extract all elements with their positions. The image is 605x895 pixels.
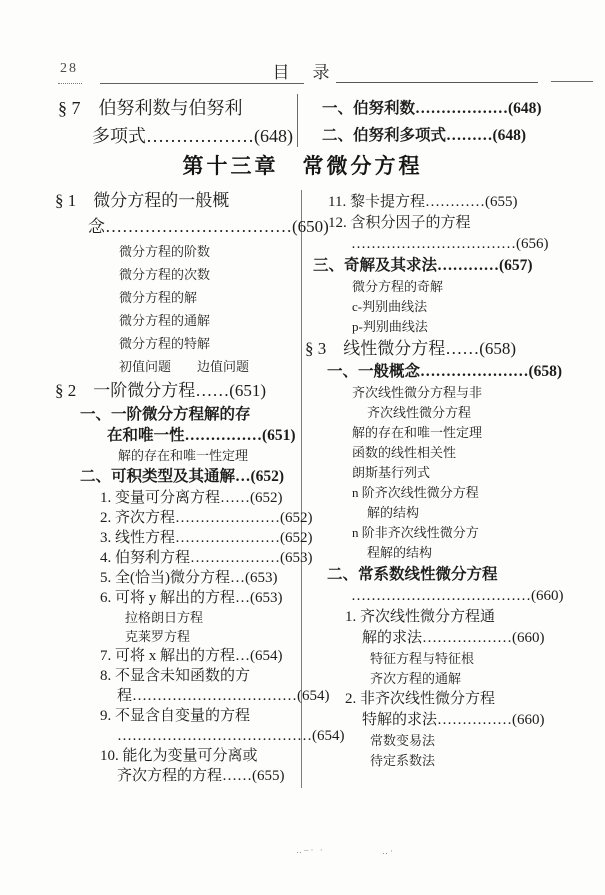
page-number: 28 <box>60 61 78 76</box>
toc-entry: 8. 不显含未知函数的方 <box>100 668 251 684</box>
toc-entry: § 7 伯努利数与伯努利 <box>58 98 243 118</box>
toc-entry: 齐次方程的方程……(655) <box>117 768 285 784</box>
toc-entry: 解的求法………………(660) <box>362 630 545 646</box>
toc-entry: 9. 不显含自变量的方程 <box>100 708 251 724</box>
toc-entry: …………………………………(654) <box>117 728 345 744</box>
toc-entry: n 阶齐次线性微分方程 <box>352 485 479 500</box>
toc-entry: ………………………………(660) <box>351 588 564 604</box>
toc-entry: 6. 可将 y 解出的方程…(653) <box>100 590 283 606</box>
toc-entry: 朗斯基行列式 <box>352 465 431 480</box>
header-rule <box>100 83 304 84</box>
toc-entry: p-判别曲线法 <box>352 319 428 334</box>
toc-entry: 1. 齐次线性微分方程通 <box>345 609 496 625</box>
header-title: 目 录 <box>272 63 333 82</box>
toc-entry: 二、常系数线性微分方程 <box>327 566 498 583</box>
toc-entry: 1. 变量可分离方程……(652) <box>100 490 283 506</box>
toc-entry: § 1 微分方程的一般概 <box>55 191 230 210</box>
toc-entry: 微分方程的特解 <box>119 336 211 351</box>
toc-entry: 特解的求法……………(660) <box>362 712 545 728</box>
toc-entry: 解的存在和唯一性定理 <box>118 448 249 463</box>
toc-entry: 二、伯努利多项式………(648) <box>322 127 527 144</box>
chapter-title: 第十三章 常微分方程 <box>182 154 423 178</box>
toc-entry: 齐次线性微分方程 <box>367 405 472 420</box>
toc-entry: 2. 齐次方程…………………(652) <box>100 510 313 526</box>
toc-entry: 解的结构 <box>367 505 420 520</box>
right-column <box>305 192 577 771</box>
toc-entry: 一、一阶微分方程解的存 <box>80 406 251 423</box>
toc-entry: ……………………………(656) <box>351 236 549 252</box>
page-number-underline <box>58 83 82 84</box>
toc-entry: 常数变易法 <box>370 733 436 748</box>
toc-entry: n 阶非齐次线性微分方 <box>352 525 479 540</box>
toc-entry: 微分方程的通解 <box>119 313 211 328</box>
toc-entry: 2. 非齐次线性微分方程 <box>345 691 496 707</box>
toc-entry: c-判别曲线法 <box>352 299 428 314</box>
toc-entry: 微分方程的次数 <box>119 267 211 282</box>
header-rule <box>336 82 538 83</box>
toc-entry: 微分方程的解 <box>119 290 198 305</box>
toc-entry: 微分方程的奇解 <box>352 279 444 294</box>
toc-entry: 待定系数法 <box>370 753 436 768</box>
toc-entry: 4. 伯努利方程………………(653) <box>100 550 313 566</box>
prev-section-right <box>322 95 578 149</box>
toc-entry: 11. 黎卡提方程…………(655) <box>328 194 518 210</box>
toc-entry: 二、可积类型及其通解…(652) <box>80 468 285 485</box>
prev-section-left <box>58 94 294 150</box>
toc-entry: 念……………………………(650) <box>88 217 329 236</box>
toc-entry: 3. 线性方程…………………(652) <box>100 530 313 546</box>
toc-entry: 微分方程的阶数 <box>119 244 211 259</box>
toc-entry: 12. 含积分因子的方程 <box>328 215 471 231</box>
toc-entry: 多项式………………(648) <box>92 126 293 146</box>
toc-entry: 一、一般概念…………………(658) <box>327 363 563 380</box>
toc-entry: 程解的结构 <box>367 545 433 560</box>
toc-entry: 初值问题 边值问题 <box>119 359 250 374</box>
toc-entry: 10. 能化为变量可分离或 <box>100 748 258 764</box>
toc-entry: 齐次线性微分方程与非 <box>352 385 483 400</box>
toc-entry: 5. 全(恰当)微分方程…(653) <box>100 570 278 586</box>
toc-entry: 三、奇解及其求法…………(657) <box>313 257 533 274</box>
toc-entry: 克莱罗方程 <box>125 629 191 644</box>
toc-entry: § 2 一阶微分方程……(651) <box>55 381 267 400</box>
toc-entry: 特征方程与特征根 <box>370 651 475 666</box>
toc-entry: 7. 可将 x 解出的方程…(654) <box>100 648 283 664</box>
toc-entry: 解的存在和唯一性定理 <box>352 425 483 440</box>
toc-entry: 函数的线性相关性 <box>352 445 457 460</box>
scan-artifact: ‥· <box>382 846 396 856</box>
toc-entry: 拉格朗日方程 <box>125 610 204 625</box>
toc-entry: § 3 线性微分方程……(658) <box>305 339 517 358</box>
toc-entry: 齐次方程的通解 <box>370 671 462 686</box>
header-rule <box>551 81 593 82</box>
left-column <box>55 188 345 786</box>
scan-artifact: ‥–· · <box>296 845 325 855</box>
toc-entry: 一、伯努利数………………(648) <box>322 100 542 117</box>
toc-entry: 程……………………………(654) <box>117 688 330 704</box>
column-divider <box>297 94 298 147</box>
toc-entry: 在和唯一性……………(651) <box>107 427 296 444</box>
